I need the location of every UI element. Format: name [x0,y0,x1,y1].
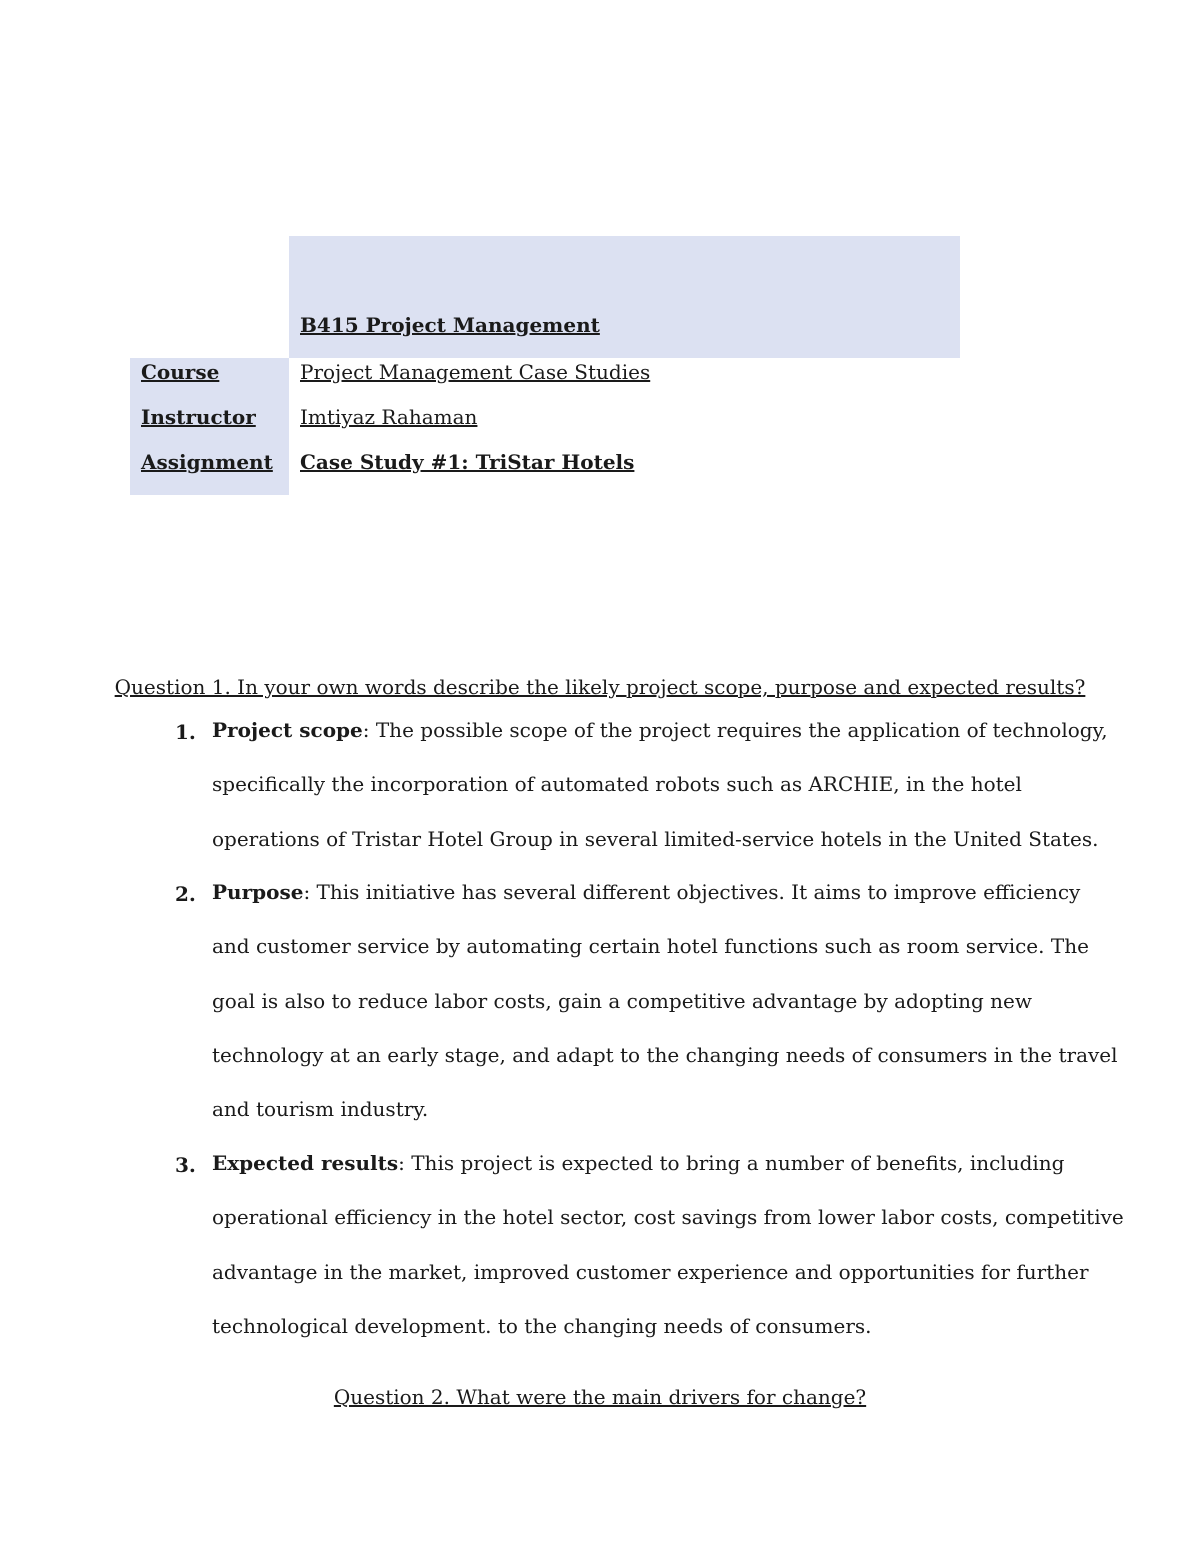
text-segment: : This project is expected to bring a number of benefits, including [398,1151,1065,1175]
question-2-heading: Question 2. What were the main drivers for change? [333,1385,867,1409]
term-label: Project scope [212,718,363,742]
text-line [212,703,1108,757]
header-title-cell [289,236,960,358]
term-label: Purpose [212,880,304,904]
text-line [212,865,1081,919]
text-line: specifically the incorporation of automated robots such as ARCHIE, in the hotel [212,772,1022,797]
text-line: goal is also to reduce labor costs, gain a competitive advantage by adopting new [212,988,1033,1013]
question-1-heading: Question 1. In your own words describe the likely project scope, purpose and expected results? [114,675,1086,699]
text-line: and tourism industry. [212,1097,429,1122]
assignment-label: Assignment [141,450,273,474]
text-line [212,1136,1072,1190]
text-segment: : The possible scope of the project requires the application of technology, [362,718,1108,742]
course-label: Course [141,360,220,384]
text-segment: : This initiative has several different objectives. It aims to improve efficiency [303,880,1081,904]
text-line: advantage in the market, improved customer experience and opportunities for further [212,1259,1089,1284]
list-number: 1. [175,720,196,744]
term-label: Expected results [212,1151,399,1175]
list-item-text [212,703,1108,866]
list-item-text [212,865,1118,1136]
text-line: operational efficiency in the hotel sector, cost savings from lower labor costs, competitive [212,1205,1124,1230]
text-line: technology at an early stage, and adapt to the changing needs of consumers in the travel [212,1042,1118,1067]
list-number: 2. [175,882,196,906]
course-code-title: B415 Project Management [300,313,600,337]
list-item-text [212,1136,1124,1353]
list-number: 3. [175,1153,196,1177]
course-value: Project Management Case Studies [300,360,651,384]
assignment-value: Case Study #1: TriStar Hotels [300,450,635,474]
text-line: technological development. to the changing needs of consumers. [212,1313,872,1338]
instructor-value: Imtiyaz Rahaman [300,405,478,429]
text-line: operations of Tristar Hotel Group in several limited-service hotels in the United States. [212,826,1099,851]
instructor-label: Instructor [141,405,256,429]
text-line: and customer service by automating certain hotel functions such as room service. The [212,934,1089,959]
